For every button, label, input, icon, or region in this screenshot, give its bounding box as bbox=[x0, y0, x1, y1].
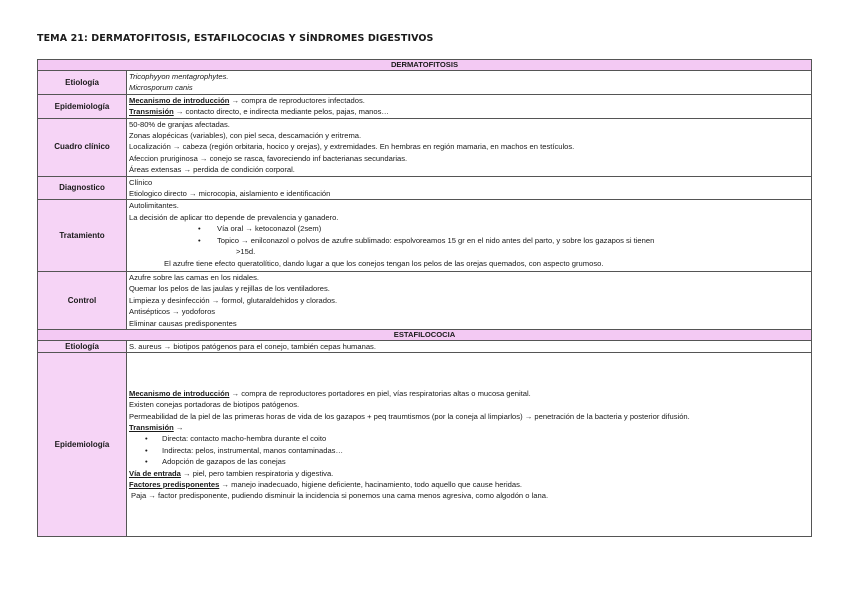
row-label-tratamiento: Tratamiento bbox=[38, 200, 127, 271]
text-line: Afeccion pruriginosa → conejo se rasca, favoreciendo inf bacterianas secundarias. bbox=[129, 153, 408, 163]
text-line: Etiologico directo → microcopia, aislamiento e identificación bbox=[129, 189, 331, 199]
term-text: → piel, pero tambien respiratoria y digestiva. bbox=[180, 468, 334, 478]
text-line bbox=[129, 95, 809, 106]
section-header-dermatofitosis bbox=[38, 60, 812, 71]
content-table bbox=[37, 59, 812, 537]
text-line: 50-80% de granjas afectadas. bbox=[129, 119, 230, 129]
term-text: → contacto directo, e indirecta mediante pelos, pajas, manos… bbox=[173, 107, 390, 117]
row-label-epidemiologia: Epidemiología bbox=[38, 94, 127, 118]
text-line: Localización → cabeza (región orbitaria, hocico y orejas), y extremidades. En hembras en región mamaria, en machos en testículos. bbox=[129, 142, 575, 152]
row-content bbox=[127, 176, 812, 200]
text-line: Limpieza y desinfección → formol, glutaraldehidos y clorados. bbox=[129, 295, 338, 305]
term-key: Transmisión bbox=[129, 423, 174, 433]
term-key: Transmisión bbox=[129, 107, 174, 117]
text-line: Microsporum canis bbox=[129, 83, 193, 93]
term-text: → compra de reproductores infectados. bbox=[229, 95, 365, 105]
table-row bbox=[38, 94, 812, 118]
term-key: Mecanismo de introducción bbox=[129, 388, 230, 398]
row-content bbox=[127, 118, 812, 176]
row-label-diagnostico: Diagnostico bbox=[38, 176, 127, 200]
row-label-control: Control bbox=[38, 271, 127, 329]
text-line: Autolimitantes. bbox=[129, 201, 179, 211]
term-text: → manejo inadecuado, higiene deficiente, hacinamiento, todo aquello que cause heridas. bbox=[219, 480, 523, 490]
text-paragraph: Permeabilidad de la piel de las primeras horas de vida de los gazapos + peq traumtismos (por la coneja al limpiarlos) → penetración de la bacteria y posterior difusión. bbox=[129, 411, 690, 421]
table-row bbox=[38, 271, 812, 329]
bullet-item: • Vía oral → ketoconazol (2sem) bbox=[129, 223, 809, 234]
row-content bbox=[127, 340, 812, 352]
row-content bbox=[127, 353, 812, 537]
text-line bbox=[129, 479, 809, 490]
text-line: Clínico bbox=[129, 177, 153, 187]
table-row bbox=[38, 200, 812, 271]
term-text: → compra de reproductores portadores en piel, vías respiratorias altas o mucosa genital. bbox=[229, 388, 531, 398]
term-text: → bbox=[173, 423, 184, 433]
table-row bbox=[38, 353, 812, 537]
text-line: La decisión de aplicar tto depende de prevalencia y ganadero. bbox=[129, 212, 339, 222]
term-key: Vía de entrada bbox=[129, 468, 181, 478]
text-line bbox=[129, 106, 809, 117]
text-line: Zonas alopécicas (variables), con piel seca, descamación y eritrema. bbox=[129, 131, 362, 141]
row-label-etiologia: Etiología bbox=[38, 71, 127, 95]
term-key: Factores predisponentes bbox=[129, 480, 220, 490]
note-text: El azufre tiene efecto queratolítico, dando lugar a que los conejos tengan los pelos de las orejas quemados, con aspecto grumoso. bbox=[164, 258, 604, 268]
text-line: Áreas extensas → perdida de condición corporal. bbox=[129, 165, 295, 175]
bullet-item: • Adopción de gazapos de las conejas bbox=[129, 456, 809, 467]
section-header-label: ESTAFILOCOCIA bbox=[38, 329, 812, 340]
table-row bbox=[38, 71, 812, 95]
row-content bbox=[127, 200, 812, 271]
text-line: Azufre sobre las camas en los nidales. bbox=[129, 272, 260, 282]
term-key: Mecanismo de introducción bbox=[129, 95, 230, 105]
text-line: Existen conejas portadoras de biotipos patógenos. bbox=[129, 400, 300, 410]
text-line bbox=[129, 468, 809, 479]
bullet-item: • Indirecta: pelos, instrumental, manos contaminadas… bbox=[129, 445, 809, 456]
text-line: Antisépticos → yodoforos bbox=[129, 307, 216, 317]
table-row bbox=[38, 176, 812, 200]
row-content bbox=[127, 71, 812, 95]
row-content bbox=[127, 271, 812, 329]
row-content bbox=[127, 94, 812, 118]
table-row bbox=[38, 340, 812, 352]
document-title: TEMA 21: DERMATOFITOSIS, ESTAFILOCOCIAS Y SÍNDROMES DIGESTIVOS bbox=[37, 33, 434, 44]
bullet-item: • Topico → enilconazol o polvos de azufre sublimado: espolvoreamos 15 gr en el nido antes del parto, y sobre los gazapos si tienen bbox=[129, 235, 809, 246]
row-label-etiologia: Etiología bbox=[38, 340, 127, 352]
text-line bbox=[129, 388, 809, 399]
section-header-estafilococia bbox=[38, 329, 812, 340]
text-line bbox=[129, 422, 809, 433]
text-line: Paja → factor predisponente, pudiendo disminuir la incidencia si ponemos una cama menos agresiva, como algodón o lana. bbox=[131, 491, 549, 501]
table-row bbox=[38, 118, 812, 176]
text-line: Eliminar causas predisponentes bbox=[129, 318, 237, 328]
row-label-cuadro-clinico: Cuadro clínico bbox=[38, 118, 127, 176]
row-label-epidemiologia: Epidemiología bbox=[38, 353, 127, 537]
bullet-item: • Directa: contacto macho-hembra durante el coito bbox=[129, 433, 809, 444]
text-line: Quemar los pelos de las jaulas y rejillas de los ventiladores. bbox=[129, 284, 330, 294]
bullet-continuation: >15d. bbox=[236, 247, 256, 257]
section-header-label: DERMATOFITOSIS bbox=[38, 60, 812, 71]
text-line: Tricophyyon mentagrophytes. bbox=[129, 72, 229, 81]
text-line: S. aureus → biotipos patógenos para el conejo, también cepas humanas. bbox=[129, 341, 376, 351]
